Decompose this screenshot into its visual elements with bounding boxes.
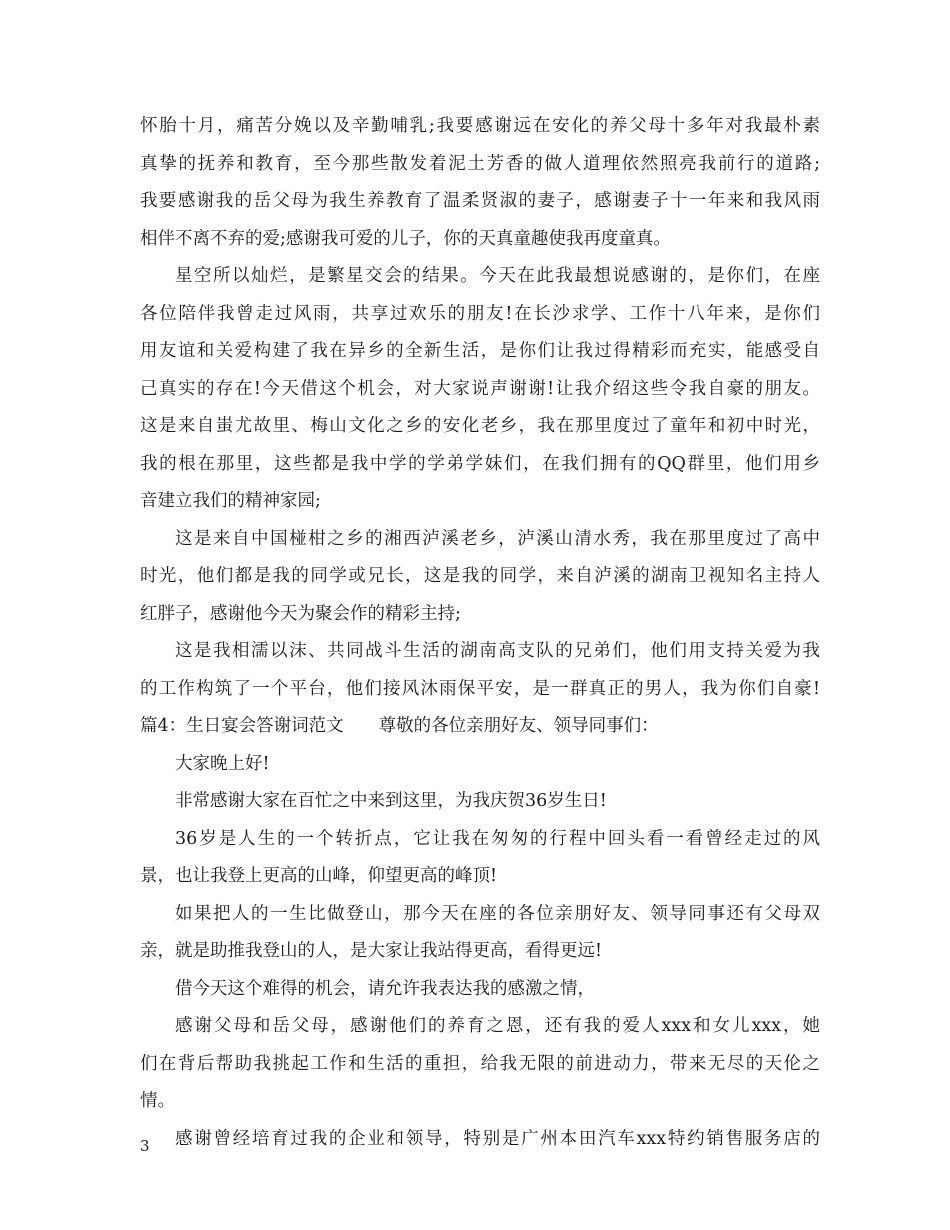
text-line: 的工作构筑了一个平台，他们接风沐雨保平安，是一群真正的男人，我为你们自豪! [140, 678, 820, 699]
text-line: 星空所以灿烂，是繁星交会的结果。今天在此我最想说感谢的，是你们，在座 [175, 266, 820, 286]
text-line: 36岁是人生的一个转折点，它让我在匆匆的行程中回头看一看曾经走过的风 [175, 828, 820, 849]
text-line: 这是来自蚩尤故里、梅山文化之乡的安化老乡，我在那里度过了童年和初中时光， [140, 416, 820, 436]
text-line: 怀胎十月，痛苦分娩以及辛勤哺乳;我要感谢远在安化的养父母十多年对我最朴素 [140, 116, 820, 136]
text-line: 们在背后帮助我挑起工作和生活的重担，给我无限的前进动力，带来无尽的天伦之 [140, 1053, 820, 1074]
text-line: 这是来自中国椪柑之乡的湘西泸溪老乡，泸溪山清水秀，我在那里度过了高中 [175, 528, 820, 549]
text-line: 感谢曾经培育过我的企业和领导，特别是广州本田汽车xxx特约销售服务店的 [175, 1128, 820, 1149]
text-line: 这是我相濡以沫、共同战斗生活的湖南高支队的兄弟们，他们用支持关爱为我 [175, 641, 820, 661]
text-line: 音建立我们的精神家园; [140, 491, 321, 511]
body-text [140, 108, 820, 1158]
text-line: 我要感谢我的岳父母为我生养教育了温柔贤淑的妻子，感谢妻子十一年来和我风雨 [140, 191, 820, 211]
text-line: 亲，就是助推我登山的人，是大家让我站得更高，看得更远! [140, 941, 603, 961]
text-line: 各位陪伴我曾走过风雨，共享过欢乐的朋友!在长沙求学、工作十八年来，是你们 [140, 303, 820, 324]
text-line: 非常感谢大家在百忙之中来到这里，为我庆贺36岁生日! [175, 791, 607, 811]
text-line: 情。 [140, 1091, 175, 1111]
text-line: 篇4：生日宴会答谢词范文 尊敬的各位亲朋好友、领导同事们： [140, 716, 659, 736]
text-line: 相伴不离不弃的爱;感谢我可爱的儿子，你的天真童趣使我再度童真。 [140, 228, 671, 249]
text-line: 借今天这个难得的机会，请允许我表达我的感激之情， [175, 978, 595, 999]
text-line: 己真实的存在!今天借这个机会，对大家说声谢谢!让我介绍这些令我自豪的朋友。 [140, 378, 820, 399]
text-line: 真挚的抚养和教育，至今那些散发着泥土芳香的做人道理依然照亮我前行的道路; [140, 153, 820, 174]
text-line: 用友谊和关爱构建了我在异乡的全新生活，是你们让我过得精彩而充实，能感受自 [140, 341, 820, 361]
text-line: 时光，他们都是我的同学或兄长，这是我的同学，来自泸溪的湖南卫视知名主持人 [140, 566, 820, 586]
text-line: 如果把人的一生比做登山，那今天在座的各位亲朋好友、领导同事还有父母双 [175, 903, 820, 924]
text-line: 我的根在那里，这些都是我中学的学弟学妹们，在我们拥有的QQ群里，他们用乡 [140, 453, 820, 474]
text-line: 大家晚上好! [175, 753, 270, 774]
text-line: 景，也让我登上更高的山峰，仰望更高的峰顶! [140, 866, 498, 886]
page-number: 3 [140, 1137, 150, 1155]
text-line: 感谢父母和岳父母，感谢他们的养育之恩，还有我的爱人xxx和女儿xxx，她 [175, 1016, 820, 1036]
text-line: 红胖子，感谢他今天为聚会作的精彩主持; [140, 603, 461, 624]
